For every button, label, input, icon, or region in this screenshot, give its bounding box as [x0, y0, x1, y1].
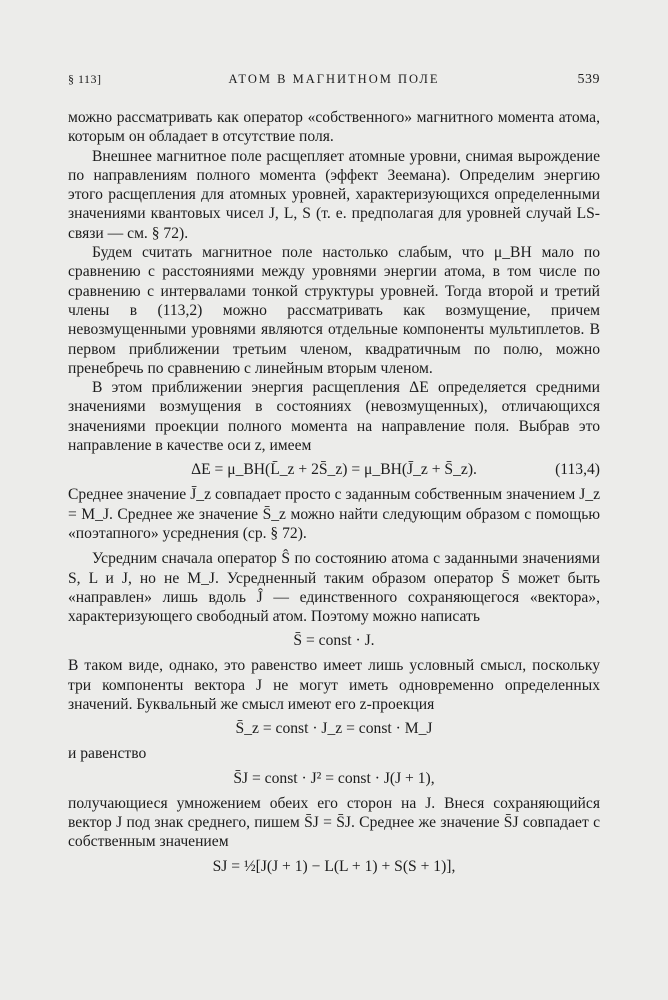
page-number: 539	[577, 72, 600, 87]
section-ref: § 113]	[68, 72, 102, 86]
equation-s-const-j: S̄ = const · J.	[293, 632, 375, 650]
equation-sz: S̄_z = const · J_z = const · M_J	[235, 720, 433, 738]
running-title: АТОМ В МАГНИТНОМ ПОЛЕ	[228, 72, 440, 86]
equation-sj-eigen: SJ = ½[J(J + 1) − L(L + 1) + S(S + 1)],	[212, 857, 456, 875]
paragraph-2: Внешнее магнитное поле расщепляет атомные уровни, снимая вырождение по направлениям полного момента (эффект Зеемана). Определим энергию этого расщепления для атомных уровней, характеризующихся определенными значениями квантовых чисел J, L, S (т. е. предполагая для уровней случай LS-связи — см. § 72).	[68, 147, 600, 242]
paragraph-3: Будем считать магнитное поле настолько слабым, что μ_BH мало по сравнению с расстояниями между уровнями энергии атома, в том числе по сравнению с интервалами тонкой структуры уровней. Тогда второй и третий члены в (113,2) можно рассматривать как возмущение, причем невозмущенными уровнями являются отдельные компоненты мультиплетов. В первом приближении третьим членом, квадратичным по полю, можно пренебречь по сравнению с линейным вторым членом.	[68, 244, 600, 377]
page-body	[68, 108, 600, 882]
paragraph-4: В этом приближении энергия расщепления ΔE определяется средними значениями возмущения в состояниях (невозмущенных), отличающихся значениями проекции полного момента на направление поля. Выбрав это направление в качестве оси z, имеем	[68, 379, 600, 455]
equation-113-4-body: ΔE = μ_BH(L̄_z + 2S̄_z) = μ_BH(J̄_z + S̄_z).	[191, 461, 477, 479]
equation-sj: S̄J = const · J² = const · J(J + 1),	[233, 769, 435, 787]
equation-113-4	[68, 459, 600, 481]
page-header	[68, 72, 600, 90]
paragraph-6: Усредним сначала оператор Ŝ по состоянию атома с заданными значениями S, L и J, но не M_J. Усредненный таким образом оператор S̄ может быть «направлен» лишь вдоль Ĵ — единственного сохраняющегося «вектора», характеризующего свободный атом. Поэтому можно написать	[68, 550, 600, 626]
paragraph-8: и равенство	[68, 745, 147, 763]
paragraph-9: получающиеся умножением обеих его сторон на J. Внеся сохраняющийся вектор J под знак среднего, пишем S̄J = S̄J. Среднее же значение S̄J совпадает с собственным значением	[68, 794, 600, 851]
paragraph-1: можно рассматривать как оператор «собственного» магнитного момента атома, которым он обладает в отсутствие поля.	[68, 109, 600, 146]
paragraph-7: В таком виде, однако, это равенство имеет лишь условный смысл, поскольку три компоненты вектора J не могут иметь одновременно определенных значений. Буквальный же смысл имеют его z-проекция	[68, 657, 600, 714]
equation-number: (113,4)	[555, 461, 600, 479]
paragraph-5: Среднее значение J̄_z совпадает просто с заданным собственным значением J_z = M_J. Среднее же значение S̄_z можно найти следующим образом с помощью «поэтапного» усреднения (ср. § 72).	[68, 486, 600, 542]
